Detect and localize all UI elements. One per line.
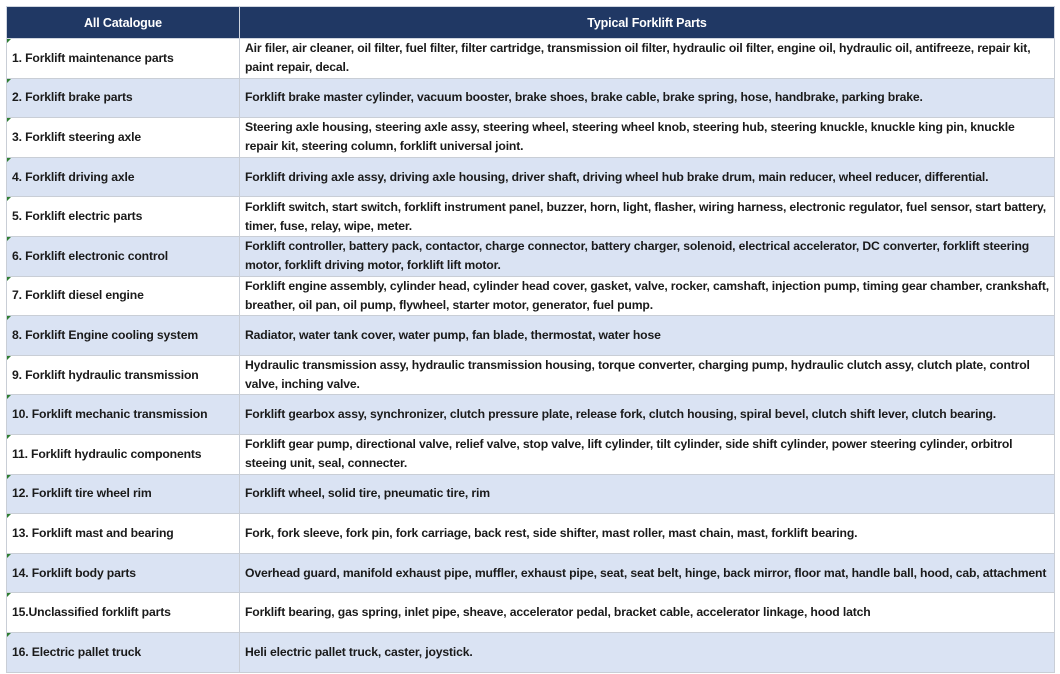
header-all-catalogue: All Catalogue — [7, 7, 240, 39]
catalogue-cell: 1. Forklift maintenance parts — [7, 39, 240, 79]
parts-cell: Forklift controller, battery pack, contactor, charge connector, battery charger, solenoid, electrical accelerator, DC converter, forklift steering motor, forklift driving motor, forklift lift motor. — [240, 236, 1055, 276]
parts-cell: Forklift wheel, solid tire, pneumatic tire, rim — [240, 474, 1055, 514]
parts-cell: Radiator, water tank cover, water pump, fan blade, thermostat, water hose — [240, 316, 1055, 356]
table-row — [7, 474, 1055, 514]
header-typical-parts: Typical Forklift Parts — [240, 7, 1055, 39]
table-row — [7, 236, 1055, 276]
parts-cell: Forklift driving axle assy, driving axle housing, driver shaft, driving wheel hub brake drum, main reducer, wheel reducer, differential. — [240, 157, 1055, 197]
parts-cell: Hydraulic transmission assy, hydraulic transmission housing, torque converter, charging pump, hydraulic clutch assy, clutch plate, control valve, inching valve. — [240, 355, 1055, 395]
parts-cell: Air filer, air cleaner, oil filter, fuel filter, filter cartridge, transmission oil filter, hydraulic oil filter, engine oil, hydraulic oil, antifreeze, repair kit, paint repair, decal. — [240, 39, 1055, 79]
catalogue-cell: 14. Forklift body parts — [7, 553, 240, 593]
catalogue-cell: 8. Forklift Engine cooling system — [7, 316, 240, 356]
table-row — [7, 632, 1055, 672]
parts-cell: Heli electric pallet truck, caster, joystick. — [240, 632, 1055, 672]
catalogue-cell: 6. Forklift electronic control — [7, 236, 240, 276]
parts-cell: Forklift brake master cylinder, vacuum booster, brake shoes, brake cable, brake spring, hose, handbrake, parking brake. — [240, 78, 1055, 118]
table-row — [7, 197, 1055, 237]
table-row — [7, 514, 1055, 554]
parts-cell: Fork, fork sleeve, fork pin, fork carriage, back rest, side shifter, mast roller, mast chain, mast, forklift bearing. — [240, 514, 1055, 554]
catalogue-cell: 11. Forklift hydraulic components — [7, 434, 240, 474]
forklift-parts-table — [6, 6, 1055, 673]
catalogue-cell: 5. Forklift electric parts — [7, 197, 240, 237]
parts-cell: Steering axle housing, steering axle assy, steering wheel, steering wheel knob, steering hub, steering knuckle, knuckle king pin, knuckle repair kit, steering column, forklift universal joint. — [240, 118, 1055, 158]
table-row — [7, 78, 1055, 118]
parts-cell: Forklift bearing, gas spring, inlet pipe, sheave, accelerator pedal, bracket cable, accelerator linkage, hood latch — [240, 593, 1055, 633]
catalogue-cell: 3. Forklift steering axle — [7, 118, 240, 158]
catalogue-cell: 7. Forklift diesel engine — [7, 276, 240, 316]
table-row — [7, 157, 1055, 197]
table-row — [7, 553, 1055, 593]
catalogue-cell: 12. Forklift tire wheel rim — [7, 474, 240, 514]
catalogue-cell: 4. Forklift driving axle — [7, 157, 240, 197]
table-row — [7, 434, 1055, 474]
table-row — [7, 276, 1055, 316]
parts-cell: Forklift gear pump, directional valve, relief valve, stop valve, lift cylinder, tilt cylinder, side shift cylinder, power steering cylinder, orbitrol steeing unit, seal, connecter. — [240, 434, 1055, 474]
parts-cell: Forklift engine assembly, cylinder head, cylinder head cover, gasket, valve, rocker, camshaft, injection pump, timing gear chamber, crankshaft, breather, oil pan, oil pump, flywheel, starter motor, generator, fuel pump. — [240, 276, 1055, 316]
parts-cell: Overhead guard, manifold exhaust pipe, muffler, exhaust pipe, seat, seat belt, hinge, back mirror, floor mat, handle ball, hood, cab, attachment — [240, 553, 1055, 593]
table-row — [7, 395, 1055, 435]
catalogue-cell: 15.Unclassified forklift parts — [7, 593, 240, 633]
parts-cell: Forklift gearbox assy, synchronizer, clutch pressure plate, release fork, clutch housing, spiral bevel, clutch shift lever, clutch bearing. — [240, 395, 1055, 435]
table-row — [7, 118, 1055, 158]
catalogue-cell: 13. Forklift mast and bearing — [7, 514, 240, 554]
catalogue-cell: 9. Forklift hydraulic transmission — [7, 355, 240, 395]
table-row — [7, 316, 1055, 356]
header-row — [7, 7, 1055, 39]
catalogue-cell: 2. Forklift brake parts — [7, 78, 240, 118]
catalogue-cell: 10. Forklift mechanic transmission — [7, 395, 240, 435]
table-row — [7, 593, 1055, 633]
table-row — [7, 355, 1055, 395]
table-row — [7, 39, 1055, 79]
catalogue-cell: 16. Electric pallet truck — [7, 632, 240, 672]
parts-cell: Forklift switch, start switch, forklift instrument panel, buzzer, horn, light, flasher, wiring harness, electronic regulator, fuel sensor, start battery, timer, fuse, relay, wipe, meter. — [240, 197, 1055, 237]
